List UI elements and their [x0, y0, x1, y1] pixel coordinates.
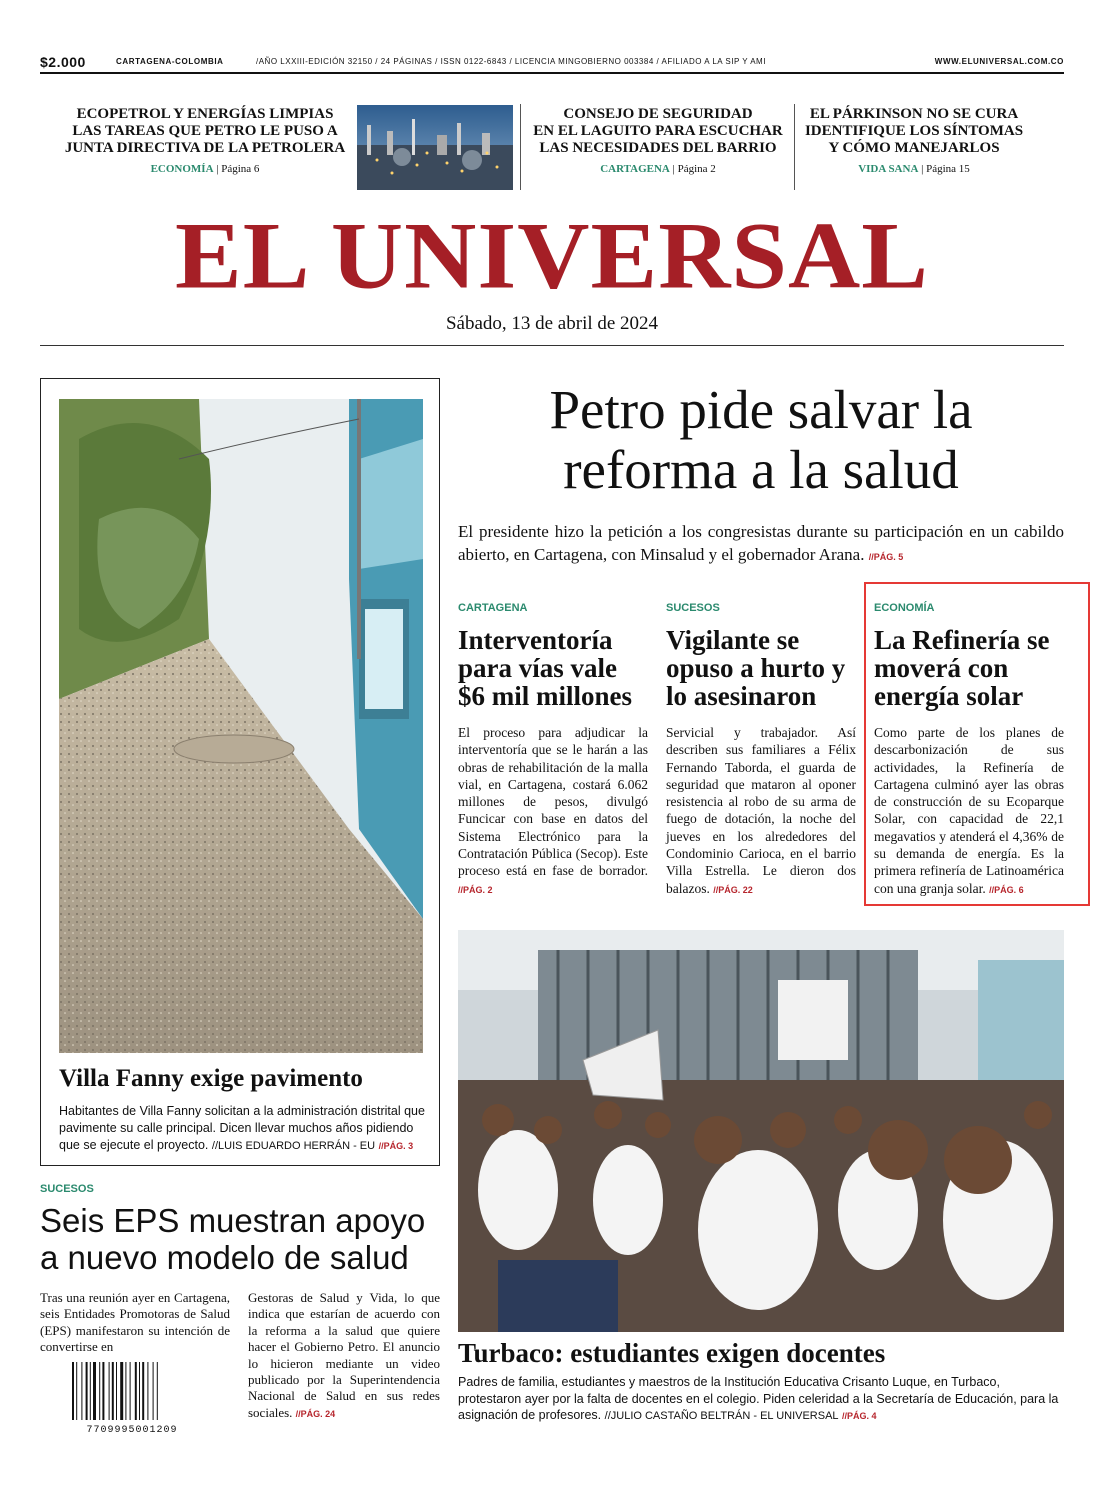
photo-credit: //JULIO CASTAÑO BELTRÁN - EL UNIVERSAL [604, 1410, 839, 1422]
story-body [874, 724, 1064, 899]
story-title: Vigilante se opuso a hurto y lo asesinaron [666, 625, 846, 711]
teaser-page: Página 6 [221, 163, 260, 175]
teaser-consejo[interactable] [530, 106, 786, 175]
teaser-line: CONSEJO DE SEGURIDAD [563, 106, 753, 122]
barcode-number: 7709995001209 [86, 1425, 178, 1436]
barcode-bar [130, 1362, 131, 1420]
teaser-ecopetrol[interactable] [60, 106, 350, 175]
main-headline-line: reforma a la salud [563, 439, 959, 500]
main-deck-text: El presidente hizo la petición a los congresistas durante su participación en un cabildo abierto, en Cartagena, con Minsalud y el gobernador Arana. [458, 522, 1064, 564]
teaser-ref: CARTAGENA | Página 2 [600, 163, 716, 175]
story-title: Interventoría para vías vale $6 mil millones [458, 625, 632, 711]
eps-story-col1: Tras una reunión ayer en Cartagena, seis Entidades Promotoras de Salud (EPS) manifestaron su intención de convertirse en [40, 1290, 230, 1355]
barcode-bar [102, 1362, 104, 1420]
masthead-rule [40, 345, 1064, 346]
barcode-bar [120, 1362, 123, 1420]
barcode [70, 1362, 194, 1436]
barcode-bar [72, 1362, 74, 1420]
teaser-ref: ECONOMÍA | Página 6 [150, 163, 260, 175]
teaser-section: VIDA SANA [858, 163, 919, 175]
eps-title-line: Seis EPS muestran apoyo [40, 1202, 426, 1239]
section-label: SUCESOS [666, 602, 720, 614]
photo-story-title: Villa Fanny exige pavimento [59, 1065, 363, 1092]
story-title: La Refinería se moverá con energía solar [874, 625, 1050, 711]
divider [520, 104, 521, 190]
eps-title-line: a nuevo modelo de salud [40, 1239, 409, 1276]
masthead-logo: EL UNIVERSAL [175, 202, 929, 309]
section-label: SUCESOS [40, 1183, 94, 1195]
city: CARTAGENA-COLOMBIA [116, 57, 224, 66]
teaser-line: JUNTA DIRECTIVA DE LA PETROLERA [64, 140, 346, 156]
photo-credit: //LUIS EDUARDO HERRÁN - EU [211, 1140, 376, 1152]
meta-bar [40, 56, 1064, 74]
main-headline-line: Petro pide salvar la [549, 379, 973, 440]
edition-info: /AÑO LXXIII-EDICIÓN 32150 / 24 PÁGINAS / ISSN 0122-6843 / LICENCIA MINGOBIERNO 003384 / AFILIADO A LA SIP Y AMI [256, 57, 766, 66]
eps-story-col2-text: Gestoras de Salud y Vida, lo que indica que estarían de acuerdo con la reforma a la salud que quiere hacer el Gobierno Petro. El anuncio lo hicieron mediante un video publicado por la Superintendencia Nacional de Salud en sus redes sociales. [248, 1290, 440, 1420]
teaser-line: IDENTIFIQUE LOS SÍNTOMAS [804, 123, 1024, 139]
main-headline[interactable] [458, 380, 1064, 500]
teaser-line: EL PÁRKINSON NO SE CURA [809, 106, 1019, 122]
barcode-bar [153, 1362, 154, 1420]
story-body [666, 724, 856, 899]
price: $2.000 [40, 54, 86, 70]
protest-photo [458, 930, 1064, 1332]
teaser-line: EN EL LAGUITO PARA ESCUCHAR [533, 123, 783, 139]
page-ref-link[interactable]: //PÁG. 24 [295, 1408, 336, 1419]
teaser-parkinson[interactable] [800, 106, 1028, 175]
barcode-bar [99, 1362, 100, 1420]
photo-story-text [59, 1103, 429, 1155]
story-body-text: Como parte de los planes de descarbonización de sus actividades, la Refinería de Cartagena culminó ayer las obras de construcción de su Ecoparque Solar, con capacidad de 22,1 megavatios y atenderá el 4,36% de su demanda de energía. Es la primera refinería de Latinoamérica con una granja solar. [874, 725, 1064, 896]
crowd-story-text [458, 1374, 1064, 1425]
barcode-bar [81, 1362, 82, 1420]
teaser-line: ECOPETROL Y ENERGÍAS LIMPIAS [76, 106, 334, 122]
divider [794, 104, 795, 190]
website-link[interactable]: WWW.ELUNIVERSAL.COM.CO [934, 57, 1064, 66]
page-ref-link[interactable]: //PÁG. 5 [868, 552, 904, 562]
teaser-page: Página 15 [926, 163, 970, 175]
masthead-date: Sábado, 13 de abril de 2024 [445, 313, 659, 334]
page-ref-link[interactable]: //PÁG. 22 [713, 884, 753, 895]
barcode-bar [86, 1362, 88, 1420]
teaser-line: LAS NECESIDADES DEL BARRIO [539, 140, 777, 156]
story-refineria[interactable] [874, 602, 1064, 899]
story-vigilante[interactable] [666, 602, 856, 899]
crowd-story-title[interactable]: Turbaco: estudiantes exigen docentes [458, 1338, 886, 1368]
story-body-text: Servicial y trabajador. Así describen sus familiares a Félix Fernando Taborda, el guarda de seguridad que mataron al oponer resistencia al robo de su arma de fuego de dotación, la noche del jueves en los alrededores del Condominio Carioca, en el barrio Villa Estrella. Le dieron dos balazos. [666, 725, 856, 896]
teaser-line: LAS TAREAS QUE PETRO LE PUSO A [72, 123, 338, 139]
barcode-bar [116, 1362, 117, 1420]
teaser-section: ECONOMÍA [150, 163, 214, 175]
photo-story-body: Habitantes de Villa Fanny solicitan a la administración distrital que pavimente su calle principal. Dicen llevar muchos años pidiendo que se ejecute el proyecto. [59, 1104, 425, 1152]
barcode-bar [147, 1362, 148, 1420]
teaser-line: Y CÓMO MANEJARLOS [828, 140, 1000, 156]
page-ref-link[interactable]: //PÁG. 6 [989, 884, 1024, 895]
barcode-bar [135, 1362, 137, 1420]
section-label: CARTAGENA [458, 602, 528, 614]
barcode-bar [157, 1362, 158, 1420]
refinery-thumbnail [357, 105, 513, 190]
barcode-bar [139, 1362, 140, 1420]
street-photo [59, 399, 423, 1053]
eps-story-title[interactable] [40, 1202, 440, 1276]
barcode-bar [90, 1362, 91, 1420]
story-body-text: El proceso para adjudicar la interventoría que se le harán a las obras de rehabilitación de la malla vial, en Cartagena, costará 6.062 millones de pesos, divulgó Funcicar con base en datos del Sistema Electrónico para la Contratación Pública (Secop). Este proceso está en fase de borrador. [458, 725, 648, 879]
barcode-bar [93, 1362, 96, 1420]
teaser-section: CARTAGENA [600, 163, 670, 175]
main-deck [458, 520, 1064, 569]
barcode-bars [70, 1362, 194, 1420]
barcode-bar [109, 1362, 110, 1420]
eps-story-col2 [248, 1290, 440, 1422]
section-label: ECONOMÍA [874, 602, 935, 614]
page-ref-link[interactable]: //PÁG. 2 [458, 884, 493, 895]
barcode-bar [112, 1362, 114, 1420]
barcode-bar [76, 1362, 77, 1420]
page-ref-link[interactable]: //PÁG. 3 [378, 1141, 414, 1151]
teaser-page: Página 2 [677, 163, 716, 175]
barcode-bar [125, 1362, 126, 1420]
crowd-story-body: Padres de familia, estudiantes y maestros de la Institución Educativa Crisanto Luque, en Turbaco, protestaron ayer por la falta de docentes en el colegio. Piden celeridad a la Secretaría de Educación, para la asignación de profesores. [458, 1375, 1059, 1422]
barcode-bar [142, 1362, 144, 1420]
story-interventoria[interactable] [458, 602, 648, 899]
page-ref-link[interactable]: //PÁG. 4 [842, 1411, 877, 1421]
teaser-ref: VIDA SANA | Página 15 [858, 163, 970, 175]
story-body [458, 724, 648, 899]
photo-story-villa-fanny[interactable] [40, 378, 440, 1166]
